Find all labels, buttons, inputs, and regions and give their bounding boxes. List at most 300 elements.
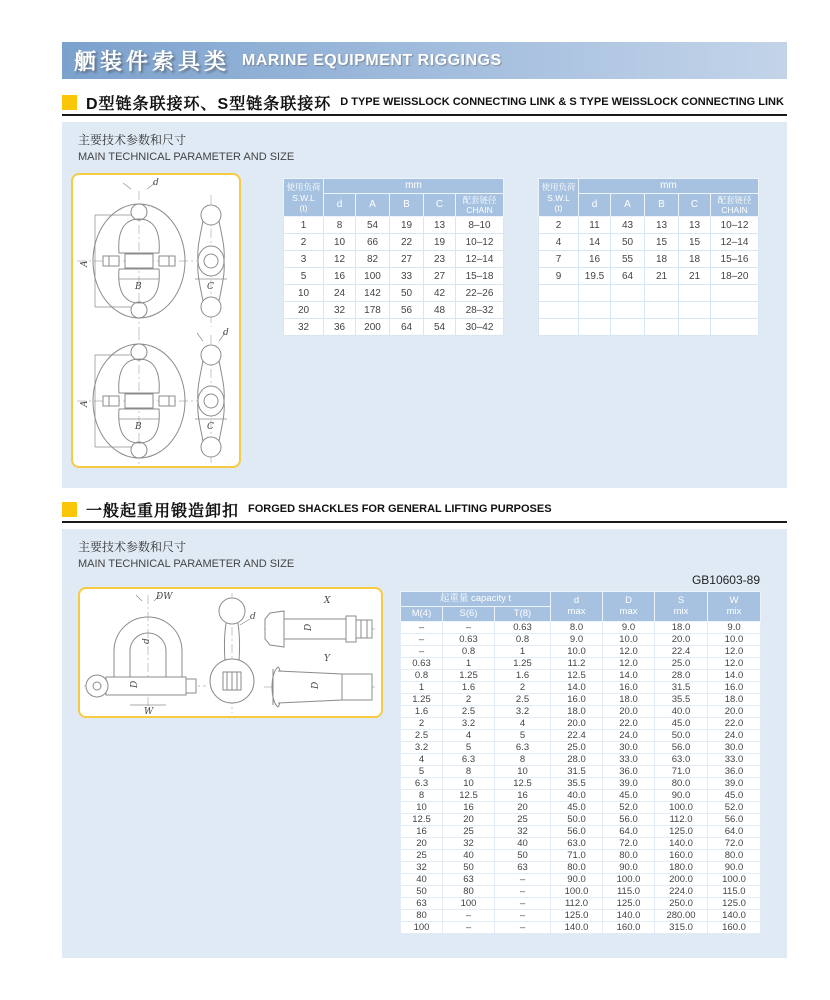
table-cell: [679, 302, 711, 319]
col-M4: M(4): [401, 606, 443, 621]
table-cell: 6.3: [495, 741, 551, 753]
table-cell: 16: [443, 801, 495, 813]
table-row: [401, 873, 761, 885]
table-cell: 10.0: [603, 633, 655, 645]
page-title-en: MARINE EQUIPMENT RIGGINGS: [242, 51, 502, 69]
shackle-drawing-box: [78, 587, 383, 718]
col-d: d: [579, 194, 611, 217]
s-type-table-body: [539, 217, 759, 336]
table-cell: 11: [579, 217, 611, 234]
dim-A2-label: A: [80, 400, 90, 407]
table-cell: 5: [401, 765, 443, 777]
col-S-mix: S mix: [655, 592, 708, 622]
table-cell: 12–14: [711, 234, 759, 251]
table-cell: 90.0: [551, 873, 603, 885]
table-cell: 80.0: [603, 849, 655, 861]
section1-title-zh: D型链条联接环、S型链条联接环: [86, 95, 332, 113]
table-cell: 72.0: [708, 837, 761, 849]
table-cell: 22–26: [456, 285, 504, 302]
table-cell: 11.2: [551, 657, 603, 669]
table-cell: 32: [401, 861, 443, 873]
table-cell: 160.0: [655, 849, 708, 861]
table-cell: 10: [495, 765, 551, 777]
table-row: [401, 633, 761, 645]
table-cell: 9.0: [603, 621, 655, 633]
table-cell: –: [401, 621, 443, 633]
table-cell: 64.0: [603, 825, 655, 837]
table-cell: 80: [443, 885, 495, 897]
table-cell: 12.5: [401, 813, 443, 825]
table-cell: 112.0: [551, 897, 603, 909]
table-cell: –: [401, 645, 443, 657]
table-cell: 3.2: [401, 741, 443, 753]
table-cell: 15: [679, 234, 711, 251]
table-row: [401, 657, 761, 669]
table-cell: 5: [284, 268, 324, 285]
table-cell: 82: [356, 251, 390, 268]
table-cell: 16: [579, 251, 611, 268]
table-cell: 10: [443, 777, 495, 789]
table-cell: 71.0: [655, 765, 708, 777]
table-cell: 90.0: [655, 789, 708, 801]
param-label-en: MAIN TECHNICAL PARAMETER AND SIZE: [78, 151, 295, 163]
dim-C-label: C: [207, 282, 214, 292]
param-label-zh: 主要技术参数和尺寸: [78, 133, 187, 147]
table-cell: 39.0: [603, 777, 655, 789]
shackle-drawing: [80, 589, 381, 716]
table-cell: 36.0: [603, 765, 655, 777]
table-cell: 100.0: [551, 885, 603, 897]
capacity-header: 起重量 capacity t: [401, 592, 551, 607]
table-cell: [611, 285, 645, 302]
table-cell: 12.5: [551, 669, 603, 681]
table-cell: 50: [611, 234, 645, 251]
table-cell: 250.0: [655, 897, 708, 909]
table-cell: 33.0: [603, 753, 655, 765]
col-D-max: D max: [603, 592, 655, 622]
table-cell: 24: [324, 285, 356, 302]
table-cell: 56.0: [603, 813, 655, 825]
table-cell: 200: [356, 319, 390, 336]
table-cell: 5: [495, 729, 551, 741]
table-cell: 200.0: [655, 873, 708, 885]
table-cell: 4: [443, 729, 495, 741]
table-cell: 28.0: [655, 669, 708, 681]
table-row: [284, 234, 504, 251]
table-cell: 56: [390, 302, 424, 319]
table-cell: 33.0: [708, 753, 761, 765]
section2-title-zh: 一般起重用锻造卸扣: [86, 502, 240, 520]
table-cell: 100.0: [708, 873, 761, 885]
table-cell: 24.0: [603, 729, 655, 741]
table-cell: 125.0: [708, 897, 761, 909]
table-cell: 63: [495, 861, 551, 873]
col-d-max: d max: [551, 592, 603, 622]
table-cell: [539, 302, 579, 319]
table-cell: 32: [495, 825, 551, 837]
table-cell: [711, 319, 759, 336]
dim-d2-label: d: [223, 328, 229, 338]
table-row: [401, 837, 761, 849]
table-cell: 45.0: [708, 789, 761, 801]
table-cell: 125.0: [551, 909, 603, 921]
table-cell: 8.0: [551, 621, 603, 633]
dim-D-label: D: [130, 680, 140, 688]
table-cell: 10–12: [456, 234, 504, 251]
table-cell: 20: [401, 837, 443, 849]
table-cell: 13: [424, 217, 456, 234]
table-row: [401, 669, 761, 681]
table-cell: 32: [324, 302, 356, 319]
table-cell: 115.0: [603, 885, 655, 897]
table-row: [284, 319, 504, 336]
dim-D-piny-label: D: [311, 681, 321, 689]
table-cell: 54: [424, 319, 456, 336]
col-chain: 配套链径 CHAIN: [456, 194, 504, 217]
table-cell: 40.0: [551, 789, 603, 801]
table-cell: 15–16: [711, 251, 759, 268]
col-C: C: [679, 194, 711, 217]
table-cell: 43: [611, 217, 645, 234]
table-cell: 36: [324, 319, 356, 336]
table-cell: 125.0: [655, 825, 708, 837]
table-cell: 4: [539, 234, 579, 251]
table-cell: 100: [356, 268, 390, 285]
table-cell: 125.0: [603, 897, 655, 909]
table-cell: 24.0: [708, 729, 761, 741]
section-bullet-icon: [62, 502, 77, 517]
table-cell: 63: [443, 873, 495, 885]
table-cell: 178: [356, 302, 390, 319]
dim-B2-label: B: [135, 422, 142, 432]
table-cell: 16: [495, 789, 551, 801]
table-cell: 10–12: [711, 217, 759, 234]
table-cell: 1.6: [401, 705, 443, 717]
table-cell: [539, 285, 579, 302]
table-cell: 33: [390, 268, 424, 285]
table-row: [401, 849, 761, 861]
table-cell: 0.63: [443, 633, 495, 645]
table-cell: 45.0: [551, 801, 603, 813]
table-cell: 12.5: [443, 789, 495, 801]
table-cell: 50: [401, 885, 443, 897]
table-cell: 14.0: [551, 681, 603, 693]
section2-title-en: FORGED SHACKLES FOR GENERAL LIFTING PURPOSES: [248, 503, 552, 515]
table-cell: 16.0: [708, 681, 761, 693]
table-cell: 12.0: [603, 645, 655, 657]
table-row: [539, 302, 759, 319]
table-cell: 63.0: [655, 753, 708, 765]
section2-title: [62, 497, 787, 523]
table-cell: 0.8: [401, 669, 443, 681]
page-header-banner: [62, 42, 787, 79]
table-cell: 1: [284, 217, 324, 234]
table-cell: 16.0: [603, 681, 655, 693]
table-row: [401, 885, 761, 897]
table-cell: 21: [679, 268, 711, 285]
table-header: [284, 179, 504, 217]
page-title-zh: 舾装件索具类: [74, 49, 231, 74]
table-cell: 5: [443, 741, 495, 753]
table-cell: 8: [443, 765, 495, 777]
table-cell: 45.0: [603, 789, 655, 801]
table-row: [401, 729, 761, 741]
table-cell: 12.0: [603, 657, 655, 669]
table-cell: 72.0: [603, 837, 655, 849]
table-cell: 20.0: [655, 633, 708, 645]
dim-W-label: W: [144, 707, 154, 716]
table-cell: 19.5: [579, 268, 611, 285]
table-cell: 56.0: [708, 813, 761, 825]
table-cell: 112.0: [655, 813, 708, 825]
table-cell: 16: [324, 268, 356, 285]
table-cell: 20: [284, 302, 324, 319]
table-cell: 31.5: [551, 765, 603, 777]
table-cell: 160.0: [603, 921, 655, 933]
table-cell: 22.0: [603, 717, 655, 729]
table-cell: 6.3: [401, 777, 443, 789]
table-cell: 40: [495, 837, 551, 849]
table-cell: [579, 285, 611, 302]
table-cell: 20: [495, 801, 551, 813]
table-cell: 20: [443, 813, 495, 825]
table-row: [539, 234, 759, 251]
table-cell: 280.00: [655, 909, 708, 921]
section1-title: [62, 90, 787, 116]
table-cell: 30–42: [456, 319, 504, 336]
table-cell: 14: [579, 234, 611, 251]
table-cell: 22: [390, 234, 424, 251]
table-cell: 12.5: [495, 777, 551, 789]
table-cell: 14.0: [708, 669, 761, 681]
col-W-mix: W mix: [708, 592, 761, 622]
section1-param-label: [78, 131, 294, 163]
table-cell: 40: [401, 873, 443, 885]
table-cell: 22.4: [655, 645, 708, 657]
table-cell: 55: [611, 251, 645, 268]
table-cell: 28–32: [456, 302, 504, 319]
table-cell: 40: [443, 849, 495, 861]
table-cell: [711, 302, 759, 319]
table-row: [539, 268, 759, 285]
table-cell: 0.8: [443, 645, 495, 657]
section1-title-en: D TYPE WEISSLOCK CONNECTING LINK & S TYPE WEISSLOCK CONNECTING LINK: [340, 96, 784, 108]
table-cell: 36.0: [708, 765, 761, 777]
table-cell: 27: [390, 251, 424, 268]
table-cell: 140.0: [655, 837, 708, 849]
table-cell: 39.0: [708, 777, 761, 789]
table-row: [401, 753, 761, 765]
table-cell: 140.0: [708, 909, 761, 921]
table-cell: 18: [679, 251, 711, 268]
table-cell: –: [495, 921, 551, 933]
table-row: [401, 741, 761, 753]
table-cell: 25.0: [655, 657, 708, 669]
table-cell: –: [495, 909, 551, 921]
table-row: [539, 319, 759, 336]
mm-header: mm: [579, 179, 759, 194]
table-row: [284, 285, 504, 302]
section2-panel: [62, 529, 787, 958]
table-cell: 32: [443, 837, 495, 849]
table-cell: 140.0: [603, 909, 655, 921]
table-row: [401, 681, 761, 693]
table-cell: 20.0: [708, 705, 761, 717]
col-B: B: [645, 194, 679, 217]
table-cell: 21: [645, 268, 679, 285]
table-row: [401, 789, 761, 801]
col-A: A: [611, 194, 645, 217]
table-cell: 63.0: [551, 837, 603, 849]
table-cell: 8: [401, 789, 443, 801]
table-cell: 12: [324, 251, 356, 268]
standard-number: GB10603-89: [691, 573, 760, 587]
table-cell: 8: [324, 217, 356, 234]
table-cell: –: [443, 621, 495, 633]
table-cell: 22.0: [708, 717, 761, 729]
table-cell: [579, 302, 611, 319]
swl-header: 使用负荷 S.W.L (t): [284, 179, 324, 217]
table-cell: 1.25: [495, 657, 551, 669]
dim-d-side-label: d: [250, 612, 256, 622]
table-cell: 115.0: [708, 885, 761, 897]
col-d: d: [324, 194, 356, 217]
dim-B-label: B: [135, 282, 142, 292]
table-cell: 25.0: [551, 741, 603, 753]
table-row: [401, 645, 761, 657]
table-cell: 100: [443, 897, 495, 909]
section-bullet-icon: [62, 95, 77, 110]
shackle-table-body: [401, 621, 761, 933]
param-label-en: MAIN TECHNICAL PARAMETER AND SIZE: [78, 558, 295, 570]
table-cell: 25: [401, 849, 443, 861]
table-cell: 142: [356, 285, 390, 302]
d-type-table-body: [284, 217, 504, 336]
param-label-zh: 主要技术参数和尺寸: [78, 540, 187, 554]
table-cell: 42: [424, 285, 456, 302]
table-row: [284, 251, 504, 268]
table-cell: 30.0: [603, 741, 655, 753]
table-cell: 48: [424, 302, 456, 319]
table-cell: 52.0: [603, 801, 655, 813]
table-row: [401, 897, 761, 909]
table-cell: 10.0: [551, 645, 603, 657]
table-cell: –: [495, 873, 551, 885]
connecting-link-drawing-box: [71, 173, 241, 468]
table-cell: 2: [495, 681, 551, 693]
table-cell: 3.2: [443, 717, 495, 729]
table-cell: 50: [390, 285, 424, 302]
section2-param-label: [78, 538, 294, 570]
table-cell: 224.0: [655, 885, 708, 897]
table-cell: 100.0: [655, 801, 708, 813]
table-cell: –: [495, 897, 551, 909]
table-row: [401, 825, 761, 837]
table-cell: 63: [401, 897, 443, 909]
table-cell: 56.0: [655, 741, 708, 753]
shackle-table: [400, 591, 761, 934]
table-cell: 8–10: [456, 217, 504, 234]
table-cell: 45.0: [655, 717, 708, 729]
table-row: [401, 813, 761, 825]
table-cell: 64: [390, 319, 424, 336]
table-cell: 2: [284, 234, 324, 251]
table-row: [539, 285, 759, 302]
table-cell: –: [495, 885, 551, 897]
table-cell: 66: [356, 234, 390, 251]
table-cell: 80.0: [655, 777, 708, 789]
table-cell: 12–14: [456, 251, 504, 268]
table-cell: 18.0: [708, 693, 761, 705]
table-cell: 22.4: [551, 729, 603, 741]
table-cell: 2: [401, 717, 443, 729]
table-cell: 180.0: [655, 861, 708, 873]
dim-A-label: A: [80, 260, 90, 267]
table-row: [284, 217, 504, 234]
table-cell: 6.3: [443, 753, 495, 765]
table-cell: 2.5: [495, 693, 551, 705]
table-cell: 50: [443, 861, 495, 873]
table-cell: 10: [401, 801, 443, 813]
table-cell: 64.0: [708, 825, 761, 837]
table-cell: 9.0: [708, 621, 761, 633]
table-cell: 0.63: [495, 621, 551, 633]
table-cell: 90.0: [708, 861, 761, 873]
table-row: [539, 251, 759, 268]
table-cell: 19: [390, 217, 424, 234]
table-cell: 80.0: [551, 861, 603, 873]
table-header: [401, 592, 761, 622]
table-cell: 12.0: [708, 645, 761, 657]
table-row: [401, 765, 761, 777]
table-cell: 1.6: [495, 669, 551, 681]
table-cell: 1.25: [401, 693, 443, 705]
table-row: [401, 621, 761, 633]
table-row: [401, 777, 761, 789]
table-cell: 18–20: [711, 268, 759, 285]
table-cell: 50.0: [655, 729, 708, 741]
table-cell: 0.63: [401, 657, 443, 669]
col-S6: S(6): [443, 606, 495, 621]
table-cell: 18: [645, 251, 679, 268]
table-cell: 18.0: [551, 705, 603, 717]
table-cell: 315.0: [655, 921, 708, 933]
col-A: A: [356, 194, 390, 217]
table-cell: 140.0: [551, 921, 603, 933]
table-cell: 30.0: [708, 741, 761, 753]
table-cell: 71.0: [551, 849, 603, 861]
table-cell: 1: [443, 657, 495, 669]
table-cell: [679, 319, 711, 336]
table-cell: 20.0: [551, 717, 603, 729]
col-chain: 配套链径 CHAIN: [711, 194, 759, 217]
table-cell: 2.5: [443, 705, 495, 717]
table-cell: 16: [401, 825, 443, 837]
table-cell: 52.0: [708, 801, 761, 813]
table-cell: 10: [324, 234, 356, 251]
table-cell: 1: [495, 645, 551, 657]
table-cell: [645, 285, 679, 302]
table-cell: 1.6: [443, 681, 495, 693]
pin-x-label: X: [324, 596, 331, 606]
table-cell: [611, 302, 645, 319]
table-cell: 100: [401, 921, 443, 933]
swl-header: 使用负荷 S.W.L (t): [539, 179, 579, 217]
table-cell: 20.0: [603, 705, 655, 717]
d-type-link-table: [283, 178, 504, 336]
table-cell: [611, 319, 645, 336]
col-C: C: [424, 194, 456, 217]
